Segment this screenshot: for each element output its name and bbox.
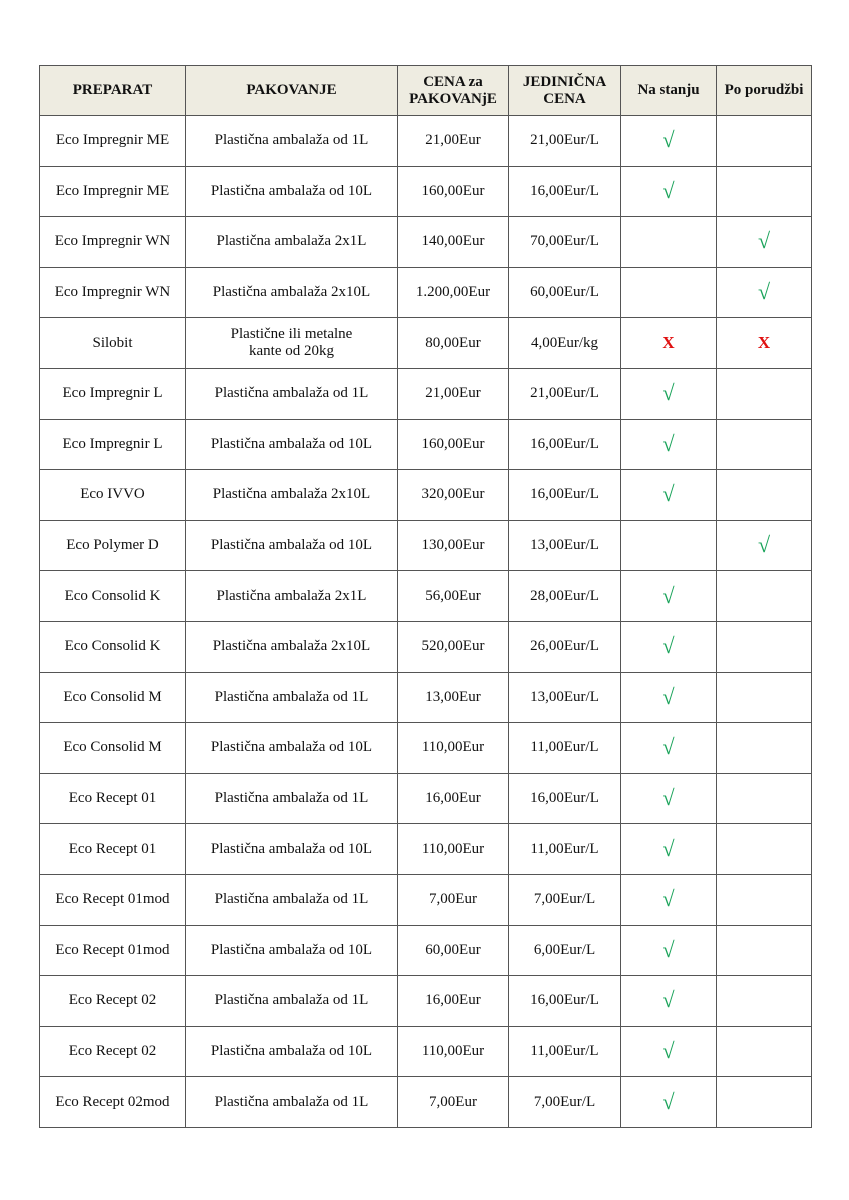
check-mark-icon: √ <box>662 1088 675 1114</box>
cell-jedinicna-cena: 11,00Eur/L <box>509 1026 621 1077</box>
cell-jedinicna-cena: 28,00Eur/L <box>509 571 621 622</box>
check-mark-icon: √ <box>757 279 771 305</box>
cell-pakovanje: Plastična ambalaža 2x1L <box>186 217 398 268</box>
cell-cena-za-pakovanje: 56,00Eur <box>398 571 509 622</box>
cell-pakovanje: Plastična ambalaža od 1L <box>186 773 398 824</box>
check-mark-icon: √ <box>757 532 771 558</box>
cell-pakovanje: Plastična ambalaža od 10L <box>186 166 398 217</box>
cell-preparat: Silobit <box>40 318 186 369</box>
cell-cena-za-pakovanje: 21,00Eur <box>398 116 509 167</box>
cell-po-porudzbi <box>717 470 812 521</box>
cell-cena-za-pakovanje: 520,00Eur <box>398 621 509 672</box>
cell-pakovanje-line2: kante od 20kg <box>249 343 334 360</box>
cell-na-stanju <box>621 874 717 925</box>
cell-cena-za-pakovanje: 80,00Eur <box>398 318 509 369</box>
cell-pakovanje: Plastična ambalaža od 10L <box>186 824 398 875</box>
cell-cena-za-pakovanje: 110,00Eur <box>398 1026 509 1077</box>
cell-preparat: Eco Impregnir L <box>40 368 186 419</box>
cell-cena-za-pakovanje: 110,00Eur <box>398 723 509 774</box>
cell-jedinicna-cena: 4,00Eur/kg <box>509 318 621 369</box>
table-row <box>40 672 812 723</box>
cell-jedinicna-cena: 16,00Eur/L <box>509 773 621 824</box>
cell-pakovanje: Plastična ambalaža 2x10L <box>186 621 398 672</box>
header-po-porudzbi: Po porudžbi <box>717 66 812 116</box>
check-mark-icon: √ <box>662 886 675 912</box>
cell-preparat: Eco Impregnir WN <box>40 217 186 268</box>
check-mark-icon: √ <box>662 177 675 203</box>
cell-cena-za-pakovanje: 320,00Eur <box>398 470 509 521</box>
cell-na-stanju <box>621 723 717 774</box>
check-mark-icon: √ <box>662 683 675 709</box>
cell-pakovanje: Plastična ambalaža od 10L <box>186 1026 398 1077</box>
cell-cena-za-pakovanje: 60,00Eur <box>398 925 509 976</box>
cell-cena-za-pakovanje: 16,00Eur <box>398 976 509 1027</box>
cell-cena-za-pakovanje: 13,00Eur <box>398 672 509 723</box>
cell-na-stanju <box>621 824 717 875</box>
cell-na-stanju <box>621 470 717 521</box>
check-mark-icon: √ <box>662 734 675 760</box>
header-pakovanje: PAKOVANJE <box>186 66 398 116</box>
table-row <box>40 419 812 470</box>
cell-po-porudzbi <box>717 419 812 470</box>
cell-preparat: Eco Consolid K <box>40 621 186 672</box>
check-mark-icon: √ <box>662 835 675 861</box>
table-row <box>40 874 812 925</box>
table-row <box>40 571 812 622</box>
check-mark-icon: √ <box>662 582 675 608</box>
cell-po-porudzbi <box>717 925 812 976</box>
cell-preparat: Eco Recept 01 <box>40 824 186 875</box>
header-preparat: PREPARAT <box>40 66 186 116</box>
check-mark-icon: √ <box>662 481 675 507</box>
cell-po-porudzbi <box>717 217 812 268</box>
cell-jedinicna-cena: 7,00Eur/L <box>509 1077 621 1128</box>
check-mark-icon: √ <box>662 1037 675 1063</box>
cell-pakovanje: Plastična ambalaža od 1L <box>186 672 398 723</box>
check-mark-icon: √ <box>662 380 675 406</box>
header-jedinicna-line1: JEDINIČNA <box>522 73 607 90</box>
cell-cena-za-pakovanje: 1.200,00Eur <box>398 267 509 318</box>
cell-jedinicna-cena: 13,00Eur/L <box>509 520 621 571</box>
cell-preparat: Eco Impregnir L <box>40 419 186 470</box>
cell-cena-za-pakovanje: 160,00Eur <box>398 419 509 470</box>
cell-po-porudzbi <box>717 773 812 824</box>
cell-na-stanju <box>621 976 717 1027</box>
cell-cena-za-pakovanje: 7,00Eur <box>398 874 509 925</box>
cell-preparat: Eco Polymer D <box>40 520 186 571</box>
cell-preparat: Eco Impregnir WN <box>40 267 186 318</box>
header-jedinicna-cena <box>509 66 621 116</box>
cell-pakovanje-line1: Plastične ili metalne <box>230 326 353 343</box>
cell-na-stanju <box>621 621 717 672</box>
cell-po-porudzbi <box>717 116 812 167</box>
cell-preparat: Eco Consolid M <box>40 723 186 774</box>
table-row <box>40 470 812 521</box>
check-mark-icon: √ <box>662 987 675 1013</box>
table-row <box>40 1077 812 1128</box>
cell-po-porudzbi <box>717 723 812 774</box>
cell-po-porudzbi <box>717 1026 812 1077</box>
cell-preparat: Eco Recept 02 <box>40 1026 186 1077</box>
cell-po-porudzbi <box>717 571 812 622</box>
cell-po-porudzbi <box>717 267 812 318</box>
cell-na-stanju <box>621 267 717 318</box>
cell-jedinicna-cena: 26,00Eur/L <box>509 621 621 672</box>
cell-po-porudzbi <box>717 824 812 875</box>
cell-preparat: Eco Consolid M <box>40 672 186 723</box>
cell-na-stanju <box>621 217 717 268</box>
check-mark-icon: √ <box>662 936 675 962</box>
cell-na-stanju <box>621 419 717 470</box>
cell-preparat: Eco Impregnir ME <box>40 166 186 217</box>
table-row <box>40 621 812 672</box>
cell-na-stanju <box>621 166 717 217</box>
table-row <box>40 116 812 167</box>
cell-cena-za-pakovanje: 160,00Eur <box>398 166 509 217</box>
table-row <box>40 267 812 318</box>
cell-jedinicna-cena: 70,00Eur/L <box>509 217 621 268</box>
cell-preparat: Eco Recept 01mod <box>40 925 186 976</box>
cell-jedinicna-cena: 60,00Eur/L <box>509 267 621 318</box>
check-mark-icon: √ <box>757 228 771 254</box>
table-row <box>40 925 812 976</box>
cell-na-stanju <box>621 773 717 824</box>
cell-na-stanju <box>621 1026 717 1077</box>
cell-na-stanju <box>621 520 717 571</box>
cell-jedinicna-cena: 6,00Eur/L <box>509 925 621 976</box>
cell-po-porudzbi <box>717 874 812 925</box>
cell-pakovanje: Plastična ambalaža od 10L <box>186 419 398 470</box>
cell-na-stanju <box>621 571 717 622</box>
price-table <box>39 65 812 1128</box>
cell-po-porudzbi <box>717 368 812 419</box>
header-cena-za-pakovanje <box>398 66 509 116</box>
table-row <box>40 318 812 369</box>
cell-pakovanje: Plastična ambalaža od 1L <box>186 1077 398 1128</box>
cell-cena-za-pakovanje: 7,00Eur <box>398 1077 509 1128</box>
cell-preparat: Eco Impregnir ME <box>40 116 186 167</box>
header-na-stanju: Na stanju <box>621 66 717 116</box>
cell-jedinicna-cena: 16,00Eur/L <box>509 470 621 521</box>
cell-jedinicna-cena: 16,00Eur/L <box>509 976 621 1027</box>
table-row <box>40 166 812 217</box>
cell-po-porudzbi <box>717 621 812 672</box>
cell-pakovanje: Plastična ambalaža od 1L <box>186 976 398 1027</box>
cell-jedinicna-cena: 21,00Eur/L <box>509 116 621 167</box>
table-row <box>40 976 812 1027</box>
cell-pakovanje: Plastična ambalaža od 1L <box>186 368 398 419</box>
cell-po-porudzbi <box>717 1077 812 1128</box>
cell-jedinicna-cena: 16,00Eur/L <box>509 419 621 470</box>
cell-na-stanju <box>621 368 717 419</box>
table-body <box>40 116 812 1128</box>
table-row <box>40 824 812 875</box>
cell-jedinicna-cena: 16,00Eur/L <box>509 166 621 217</box>
cell-jedinicna-cena: 21,00Eur/L <box>509 368 621 419</box>
table-header-row <box>40 66 812 116</box>
header-cena-line1: CENA za <box>423 73 483 90</box>
cell-cena-za-pakovanje: 140,00Eur <box>398 217 509 268</box>
cell-po-porudzbi <box>717 520 812 571</box>
cell-jedinicna-cena: 7,00Eur/L <box>509 874 621 925</box>
cell-pakovanje <box>186 318 398 369</box>
cell-na-stanju <box>621 116 717 167</box>
cross-mark-icon: X <box>662 333 675 353</box>
cell-na-stanju <box>621 1077 717 1128</box>
cell-pakovanje: Plastična ambalaža od 1L <box>186 116 398 167</box>
cell-po-porudzbi <box>717 976 812 1027</box>
cell-pakovanje: Plastična ambalaža od 1L <box>186 874 398 925</box>
cell-na-stanju <box>621 925 717 976</box>
table-row <box>40 723 812 774</box>
cell-po-porudzbi <box>717 318 812 369</box>
cell-cena-za-pakovanje: 16,00Eur <box>398 773 509 824</box>
cell-jedinicna-cena: 11,00Eur/L <box>509 723 621 774</box>
cell-po-porudzbi <box>717 166 812 217</box>
cell-na-stanju <box>621 672 717 723</box>
table-row <box>40 217 812 268</box>
cell-jedinicna-cena: 13,00Eur/L <box>509 672 621 723</box>
check-mark-icon: √ <box>662 633 675 659</box>
cell-preparat: Eco Recept 02mod <box>40 1077 186 1128</box>
cell-pakovanje: Plastična ambalaža od 10L <box>186 520 398 571</box>
header-cena-line2: PAKOVANjE <box>409 90 497 107</box>
cell-preparat: Eco Recept 01mod <box>40 874 186 925</box>
cell-jedinicna-cena: 11,00Eur/L <box>509 824 621 875</box>
table-row <box>40 368 812 419</box>
cell-preparat: Eco Consolid K <box>40 571 186 622</box>
cell-preparat: Eco Recept 02 <box>40 976 186 1027</box>
cross-mark-icon: X <box>757 333 771 353</box>
header-jedinicna-line2: CENA <box>543 90 586 107</box>
check-mark-icon: √ <box>662 430 675 456</box>
cell-pakovanje: Plastična ambalaža 2x1L <box>186 571 398 622</box>
cell-po-porudzbi <box>717 672 812 723</box>
cell-cena-za-pakovanje: 21,00Eur <box>398 368 509 419</box>
cell-preparat: Eco Recept 01 <box>40 773 186 824</box>
table-row <box>40 1026 812 1077</box>
cell-cena-za-pakovanje: 130,00Eur <box>398 520 509 571</box>
cell-cena-za-pakovanje: 110,00Eur <box>398 824 509 875</box>
cell-preparat: Eco IVVO <box>40 470 186 521</box>
check-mark-icon: √ <box>662 127 675 153</box>
cell-pakovanje: Plastična ambalaža od 10L <box>186 925 398 976</box>
check-mark-icon: √ <box>662 785 675 811</box>
cell-pakovanje: Plastična ambalaža od 10L <box>186 723 398 774</box>
table-row <box>40 773 812 824</box>
cell-pakovanje: Plastična ambalaža 2x10L <box>186 267 398 318</box>
cell-na-stanju <box>621 318 717 369</box>
cell-pakovanje: Plastična ambalaža 2x10L <box>186 470 398 521</box>
table-row <box>40 520 812 571</box>
